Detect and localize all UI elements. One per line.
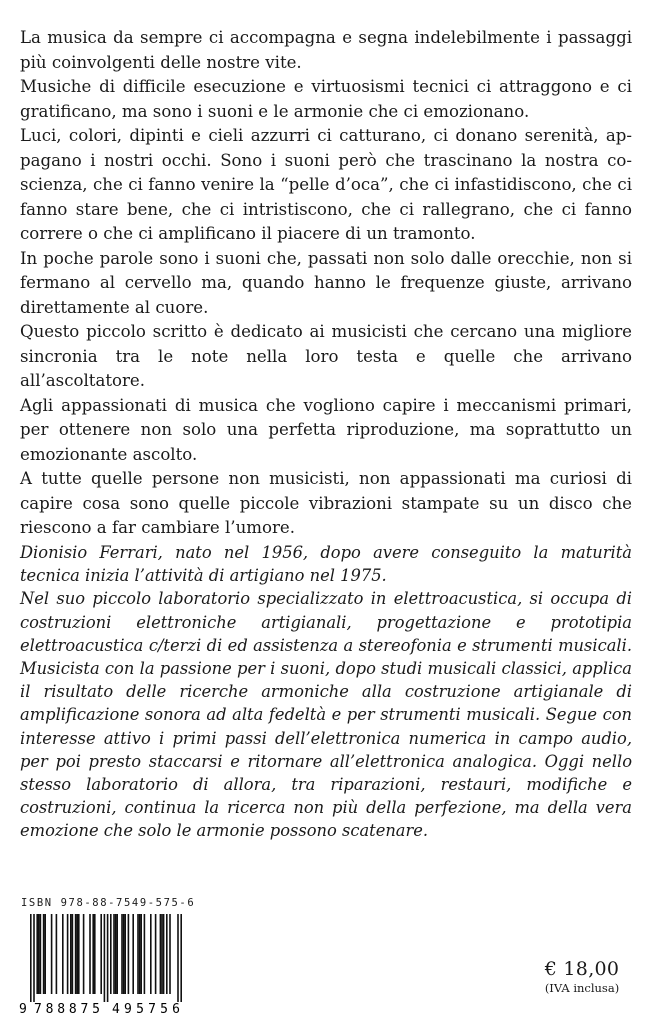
barcode-bar <box>76 914 78 994</box>
barcode-bar <box>160 914 162 994</box>
barcode-bar <box>113 914 115 994</box>
barcode-left-digits: 788875 <box>34 1002 100 1016</box>
barcode-bar <box>38 914 40 994</box>
author-bio-paragraph-2: Nel suo piccolo laboratorio specializzato in elettroacustica, si occupa di costruzioni elettroniche artigianali, progettazione e prototipia elettroacustica c/terzi di ed assistenza a stereofonia e strumenti musicali. Musicista con la passione per i suoni, dopo studi musicali classici, applica il risultato delle ricerche armoniche alla costruzione artigianale di amplificazione sonora ad alta fedeltà e per strumenti musicali. Segue con interesse attivo i primi passi dell’elettronica numerica in campo audio, per poi presto staccarsi e ritornare all’elettronica analogica. Oggi nello stesso laboratorio di allora, tra riparazioni, restauri, modifiche e costruzioni, continua la ricerca non più della perfezione, ma della vera emozione che solo le armonie possono scatenare. <box>20 589 632 841</box>
barcode-bar <box>123 914 125 994</box>
barcode-bar <box>155 914 157 994</box>
barcode-right-digits: 495756 <box>112 1002 180 1016</box>
barcode-bar <box>166 914 168 994</box>
barcode-bar <box>110 914 112 994</box>
isbn-label: ISBN 978-88-7549-575-6 <box>21 897 196 909</box>
barcode-bar <box>137 914 139 994</box>
isbn-barcode <box>17 912 197 1016</box>
barcode-bar <box>70 914 72 994</box>
barcode-bar <box>40 914 42 994</box>
barcode-bar <box>121 914 123 994</box>
blurb-paragraph-5: Questo piccolo scritto è dedicato ai musicisti che cercano una migliore sincronia tra le note nella loro testa e quelle che arrivano all’ascoltatore. <box>20 322 632 390</box>
barcode-bar <box>67 914 69 994</box>
barcode-bar <box>92 914 94 994</box>
barcode-bar <box>89 914 91 994</box>
blurb-paragraph-7: A tutte quelle persone non musicisti, non appassionati ma curiosi di capire cosa sono quelle piccole vibrazioni stampate su un disco che riescono a far cambiare l’umore. <box>20 469 632 537</box>
barcode-bars <box>30 914 182 1002</box>
barcode-bar <box>128 914 130 994</box>
barcode-first-digit: 9 <box>19 1002 27 1016</box>
barcode-bar <box>140 914 142 994</box>
blurb-paragraph-4: In poche parole sono i suoni che, passati non solo dalle orecchie, non si fermano al cervello ma, quando hanno le frequenze giuste, arrivano direttamente al cuore. <box>20 248 632 317</box>
price-block <box>530 958 634 996</box>
barcode-graphic <box>17 912 197 1016</box>
barcode-guard-bar <box>104 914 106 1002</box>
barcode-bar <box>150 914 152 994</box>
barcode-guard-bar <box>33 914 35 1002</box>
barcode-guard-bar <box>177 914 179 1002</box>
vat-note: (IVA inclusa) <box>544 981 620 995</box>
barcode-bar <box>72 914 74 994</box>
barcode-bar <box>75 914 77 994</box>
blurb-paragraph-1: La musica da sempre ci accompagna e segna indelebilmente i passaggi più coinvolgenti delle nostre vite. <box>20 28 632 72</box>
blurb-paragraph-2: Musiche di difficile esecuzione e virtuosismi tecnici ci attraggono e ci gratificano, ma sono i suoni e le armonie che ci emozionano. <box>20 77 632 121</box>
barcode-guard-bar <box>180 914 182 1002</box>
barcode-bar <box>62 914 64 994</box>
barcode-bar <box>132 914 134 994</box>
barcode-guard-bar <box>107 914 109 1002</box>
barcode-bar <box>94 914 96 994</box>
author-bio-paragraph-1: Dionisio Ferrari, nato nel 1956, dopo avere conseguito la maturità tecnica inizia l’attività di artigiano nel 1975. <box>20 543 632 586</box>
barcode-bar <box>56 914 58 994</box>
barcode-bar <box>163 914 165 994</box>
barcode-bar <box>124 914 126 994</box>
barcode-guard-bar <box>30 914 32 1002</box>
barcode-bar <box>51 914 53 994</box>
barcode-bar <box>115 914 117 994</box>
barcode-bar <box>144 914 146 994</box>
barcode-bar <box>169 914 171 994</box>
barcode-bar <box>44 914 46 994</box>
blurb-paragraph-3: Luci, colori, dipinti e cieli azzurri ci catturano, ci donano serenità, appagano i nostri occhi. Sono i suoni però che trascinano la nostra coscienza, che ci fanno venire la “pelle d’oca”, che ci infastidiscono, che ci fanno stare bene, che ci intristiscono, che ci rallegrano, che ci fanno correre o che ci amplificano il piacere di un tramonto. <box>20 126 632 243</box>
barcode-bar <box>78 914 80 994</box>
barcode-bar <box>161 914 163 994</box>
barcode-bar <box>83 914 85 994</box>
blurb-paragraph-6: Agli appassionati di musica che vogliono capire i meccanismi primari, per ottenere non solo una perfetta riproduzione, ma soprattutto un emozionante ascolto. <box>20 395 632 464</box>
blurb-text <box>20 26 632 541</box>
barcode-bar <box>43 914 45 994</box>
barcode-bar <box>36 914 38 994</box>
barcode-bar <box>100 914 102 994</box>
author-bio <box>20 541 632 843</box>
barcode-bar <box>116 914 118 994</box>
price-amount: € 18,00 <box>544 958 620 980</box>
barcode-bar <box>139 914 141 994</box>
